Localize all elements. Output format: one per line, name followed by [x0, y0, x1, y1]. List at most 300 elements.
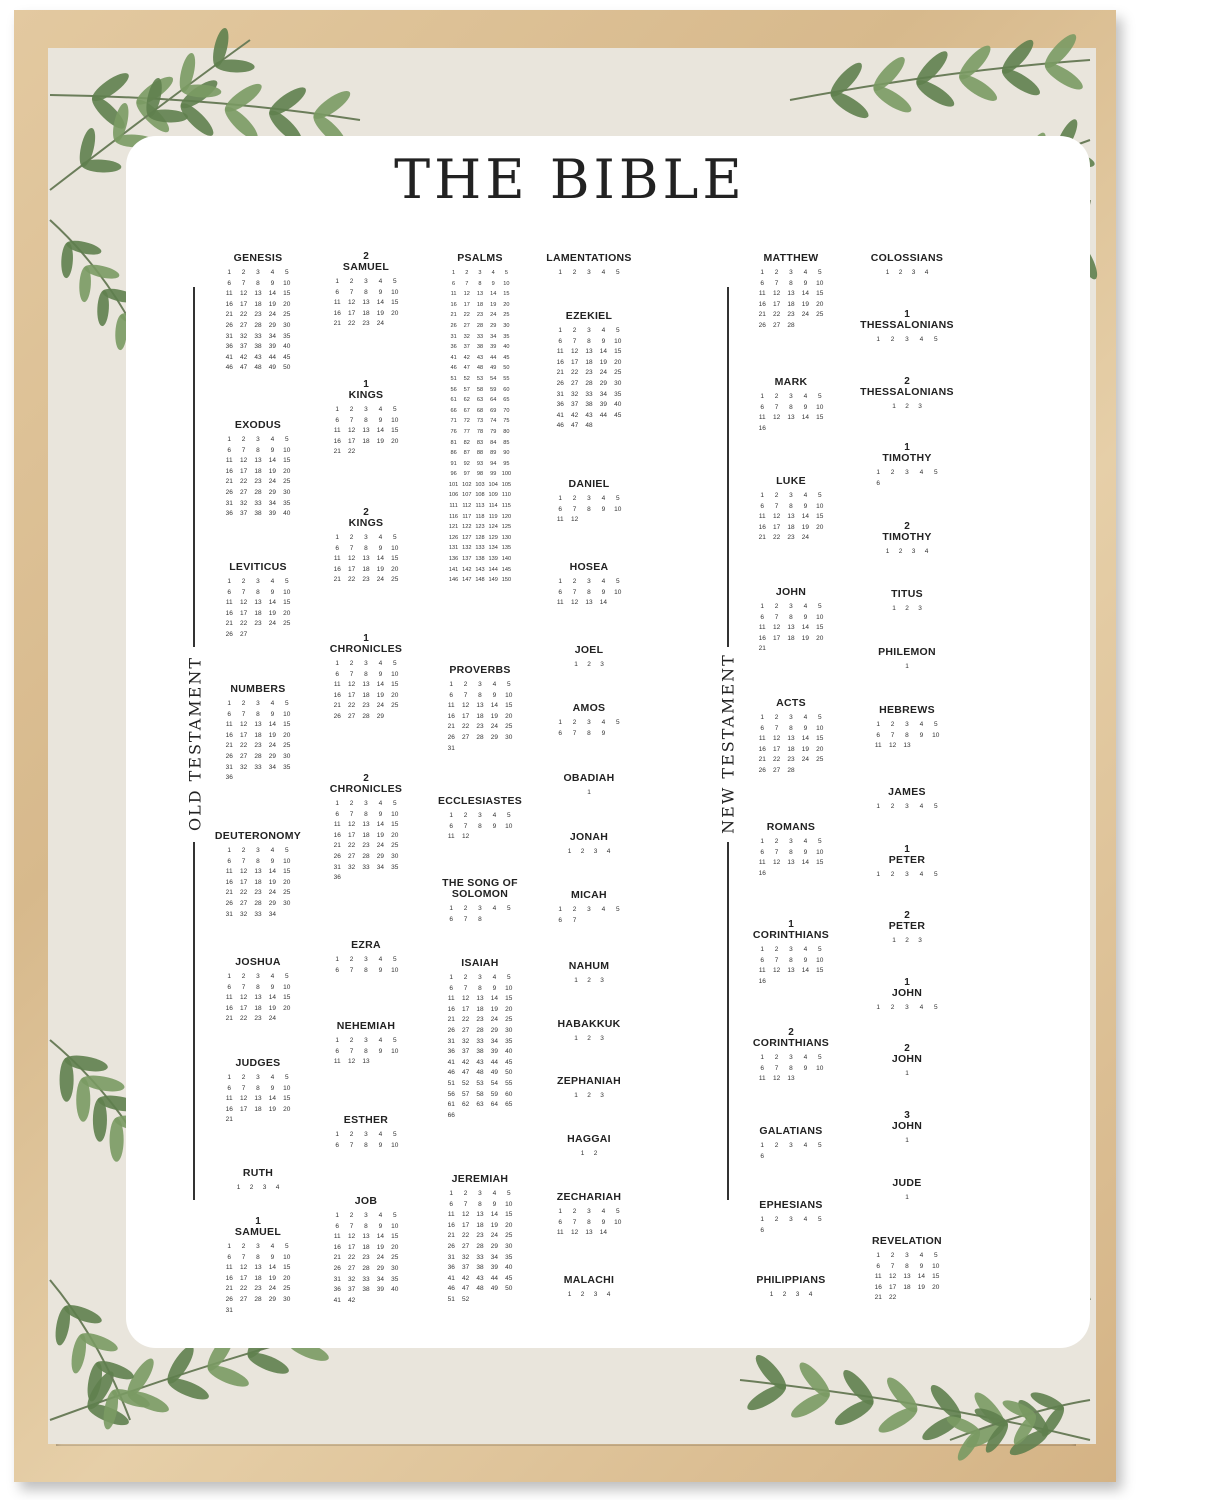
chapter-number: 1: [449, 905, 453, 912]
chapter-number: 3: [789, 492, 793, 499]
chapter-number: 9: [601, 505, 606, 513]
chapter-number: 8: [789, 613, 793, 621]
chapter-number: 2: [890, 871, 895, 878]
chapter-number: 31: [225, 332, 233, 340]
chapter-number: 118: [475, 513, 485, 520]
chapter-grid: [881, 548, 933, 556]
chapter-number: 42: [461, 1274, 470, 1282]
chapter-number: 17: [239, 467, 248, 475]
chapter-number: 3: [795, 1291, 800, 1298]
chapter-number: 1: [227, 269, 231, 276]
chapter-number: 36: [333, 874, 341, 882]
chapter-number: 8: [364, 810, 368, 818]
chapter-number: 32: [347, 1275, 356, 1283]
chapter-number: 17: [570, 358, 579, 366]
book-name: JOHN: [775, 586, 807, 598]
chapter-number: 1: [760, 714, 764, 721]
chapter-number: 24: [268, 1015, 276, 1023]
book-name: CHRONICLES: [329, 643, 403, 655]
chapter-grid: [330, 406, 402, 456]
chapter-number: 8: [789, 1064, 793, 1072]
chapter-number: 5: [284, 847, 289, 854]
chapter-number: 20: [816, 745, 824, 753]
chapter-number: 126: [448, 534, 459, 541]
chapter-number: 3: [364, 1212, 368, 1219]
chapter-number: 19: [268, 1004, 276, 1012]
chapter-number: 7: [349, 544, 354, 552]
chapter-number: 2: [349, 534, 354, 541]
chapter-number: 13: [362, 427, 370, 435]
chapter-number: 19: [599, 358, 607, 366]
chapter-number: 27: [347, 1264, 356, 1272]
book-name: GENESIS: [233, 252, 283, 264]
chapter-number: 18: [254, 878, 262, 886]
chapter-number: 24: [268, 1285, 276, 1293]
chapter-number: 12: [239, 290, 248, 298]
chapter-number: 11: [556, 1229, 564, 1237]
book-name: ZECHARIAH: [556, 1191, 622, 1203]
chapter-number: 30: [505, 1026, 513, 1034]
book-entry: [203, 253, 313, 372]
chapter-number: 17: [772, 634, 781, 642]
chapter-number: 18: [787, 300, 795, 308]
chapter-number: 24: [268, 889, 276, 897]
chapter-number: 41: [447, 1274, 455, 1282]
chapter-number: 3: [478, 812, 482, 819]
chapter-number: 5: [392, 278, 397, 285]
book-name: PROVERBS: [449, 664, 511, 676]
book-entry: [203, 1168, 313, 1192]
chapter-number: 6: [760, 848, 764, 856]
book-name: SAMUEL: [342, 261, 390, 273]
chapter-number: 9: [601, 729, 606, 737]
chapter-number: 15: [505, 1211, 513, 1219]
chapter-number: 10: [932, 731, 940, 739]
chapter-number: 20: [391, 437, 399, 445]
chapter-number: 8: [256, 588, 260, 596]
chapter-number: 34: [490, 333, 497, 340]
chapter-number: 5: [933, 469, 938, 476]
chapter-number: 8: [256, 1253, 260, 1261]
chapter-number: 29: [490, 1242, 498, 1250]
chapter-number: 12: [239, 1264, 248, 1272]
chapter-number: 8: [587, 588, 591, 596]
chapter-number: 2: [241, 1074, 246, 1081]
book-name: PSALMS: [457, 252, 503, 264]
chapter-number: 12: [239, 994, 248, 1002]
chapter-number: 12: [347, 427, 356, 435]
chapter-number: 106: [448, 492, 459, 499]
chapter-number: 7: [241, 446, 246, 454]
book-number: 2: [904, 376, 910, 387]
chapter-number: 63: [476, 397, 484, 404]
chapter-number: 28: [787, 321, 795, 329]
chapter-number: 5: [392, 1037, 397, 1044]
chapter-number: 37: [461, 1264, 470, 1272]
chapter-number: 18: [254, 609, 262, 617]
book-name: JOHN: [891, 987, 923, 999]
chapter-number: 35: [391, 863, 399, 871]
chapter-number: 10: [283, 279, 291, 287]
chapter-number: 8: [789, 502, 793, 510]
chapter-number: 20: [391, 1243, 399, 1251]
chapter-number: 9: [378, 670, 383, 678]
chapter-number: 28: [254, 899, 262, 907]
chapter-number: 12: [888, 1273, 897, 1281]
chapter-grid: [901, 1070, 914, 1078]
book-name: JOEL: [574, 644, 604, 656]
chapter-number: 1: [574, 977, 578, 984]
chapter-number: 22: [347, 702, 356, 710]
book-entry: [736, 1200, 846, 1235]
chapter-number: 47: [463, 365, 470, 372]
old-testament-line-top: [193, 287, 195, 647]
chapter-number: 10: [391, 1047, 399, 1055]
chapter-number: 1: [876, 336, 880, 343]
chapter-number: 3: [364, 278, 368, 285]
chapter-number: 2: [241, 269, 246, 276]
chapter-number: 22: [239, 889, 248, 897]
chapter-number: 1: [449, 812, 453, 819]
chapter-number: 2: [890, 1252, 895, 1259]
chapter-number: 17: [461, 712, 470, 720]
chapter-number: 7: [463, 1200, 468, 1208]
chapter-number: 16: [225, 1274, 233, 1282]
chapter-number: 22: [347, 448, 356, 456]
book-entry: [736, 822, 846, 878]
chapter-number: 26: [225, 1295, 233, 1303]
chapter-number: 12: [772, 735, 781, 743]
chapter-number: 36: [225, 510, 233, 518]
chapter-number: 34: [268, 763, 276, 771]
chapter-number: 4: [803, 1054, 808, 1061]
book-entry: [534, 562, 644, 607]
chapter-number: 15: [283, 1264, 291, 1272]
chapter-grid: [222, 578, 294, 639]
chapter-grid: [871, 1004, 943, 1012]
chapter-number: 3: [918, 403, 922, 410]
book-entry: [736, 920, 846, 986]
chapter-number: 4: [601, 578, 606, 585]
book-entry: [311, 634, 421, 721]
chapter-number: 3: [600, 1092, 604, 1099]
chapter-number: 3: [256, 973, 260, 980]
chapter-number: 1: [558, 495, 562, 502]
chapter-number: 16: [225, 1105, 233, 1113]
chapter-number: 6: [558, 729, 562, 737]
chapter-number: 1: [335, 534, 339, 541]
chapter-number: 45: [505, 1274, 513, 1282]
chapter-number: 23: [585, 369, 593, 377]
chapter-number: 10: [816, 279, 824, 287]
chapter-number: 13: [787, 967, 795, 975]
chapter-number: 12: [347, 1233, 356, 1241]
chapter-number: 83: [476, 439, 484, 446]
chapter-number: 30: [283, 1295, 291, 1303]
chapter-number: 27: [772, 766, 781, 774]
chapter-number: 2: [349, 406, 354, 413]
chapter-number: 3: [789, 269, 793, 276]
chapter-number: 14: [376, 821, 384, 829]
chapter-number: 3: [918, 605, 922, 612]
chapter-number: 37: [463, 344, 470, 351]
chapter-number: 13: [787, 414, 795, 422]
chapter-number: 19: [268, 1105, 276, 1113]
chapter-number: 21: [225, 889, 233, 897]
chapter-number: 31: [225, 910, 233, 918]
chapter-number: 12: [239, 868, 248, 876]
chapter-number: 3: [587, 327, 591, 334]
chapter-number: 12: [461, 995, 470, 1003]
chapter-number: 9: [270, 279, 275, 287]
chapter-number: 21: [333, 576, 341, 584]
chapter-number: 7: [774, 848, 779, 856]
chapter-number: 25: [816, 756, 824, 764]
chapter-number: 4: [492, 812, 497, 819]
chapter-number: 1: [227, 1074, 231, 1081]
chapter-number: 30: [503, 322, 510, 329]
chapter-number: 48: [476, 1069, 484, 1077]
chapter-number: 103: [475, 481, 485, 488]
chapter-number: 1: [760, 838, 764, 845]
chapter-number: 4: [803, 838, 808, 845]
chapter-number: 24: [376, 842, 384, 850]
chapter-number: 43: [254, 353, 262, 361]
chapter-number: 1: [876, 871, 880, 878]
chapter-number: 48: [476, 365, 484, 372]
chapter-number: 21: [225, 742, 233, 750]
chapter-number: 19: [268, 878, 276, 886]
chapter-grid: [444, 905, 516, 924]
chapter-number: 4: [803, 946, 808, 953]
chapter-number: 50: [503, 365, 510, 372]
chapter-number: 8: [478, 691, 482, 699]
chapter-number: 5: [506, 1190, 511, 1197]
chapter-number: 117: [462, 513, 472, 520]
chapter-number: 3: [256, 1074, 260, 1081]
chapter-number: 17: [347, 565, 356, 573]
chapter-number: 6: [760, 1152, 764, 1160]
chapter-number: 4: [270, 1243, 275, 1250]
chapter-number: 22: [347, 320, 356, 328]
chapter-number: 12: [461, 702, 470, 710]
chapter-number: 19: [376, 1243, 384, 1251]
chapter-number: 102: [462, 481, 472, 488]
chapter-number: 49: [490, 1069, 498, 1077]
chapter-number: 32: [347, 863, 356, 871]
chapter-grid: [444, 1190, 516, 1304]
chapter-number: 11: [447, 833, 455, 841]
chapter-number: 21: [225, 311, 233, 319]
chapter-number: 24: [599, 369, 607, 377]
chapter-number: 18: [787, 634, 795, 642]
book-name: CORINTHIANS: [752, 929, 830, 941]
chapter-number: 6: [558, 1218, 562, 1226]
chapter-number: 7: [241, 710, 246, 718]
book-entry: [534, 1019, 644, 1043]
chapter-number: 15: [391, 555, 399, 563]
chapter-number: 9: [492, 822, 497, 830]
book-name: KINGS: [348, 517, 384, 529]
chapter-number: 16: [447, 1221, 455, 1229]
chapter-number: 1: [335, 800, 339, 807]
chapter-number: 58: [476, 1090, 484, 1098]
chapter-number: 11: [333, 1233, 341, 1241]
chapter-number: 29: [268, 899, 276, 907]
chapter-number: 16: [758, 977, 766, 985]
chapter-number: 2: [241, 578, 246, 585]
chapter-number: 1: [449, 681, 453, 688]
chapter-number: 8: [478, 984, 482, 992]
chapter-number: 5: [933, 871, 938, 878]
chapter-number: 11: [758, 290, 766, 298]
chapter-number: 87: [463, 450, 470, 457]
chapter-number: 4: [378, 534, 383, 541]
chapter-number: 7: [774, 1064, 779, 1072]
book-name: RUTH: [242, 1167, 274, 1179]
chapter-number: 7: [349, 670, 354, 678]
chapter-number: 76: [450, 428, 457, 435]
chapter-number: 6: [335, 544, 339, 552]
chapter-number: 6: [558, 588, 562, 596]
chapter-number: 7: [465, 280, 469, 287]
chapter-number: 149: [488, 577, 498, 584]
chapter-number: 14: [801, 967, 809, 975]
chapter-number: 13: [903, 742, 911, 750]
chapter-number: 24: [268, 311, 276, 319]
chapter-number: 10: [391, 810, 399, 818]
chapter-number: 18: [254, 300, 262, 308]
chapter-number: 1: [335, 278, 339, 285]
chapter-number: 60: [503, 386, 510, 393]
chapter-grid: [755, 946, 827, 986]
chapter-grid: [755, 269, 827, 330]
chapter-number: 49: [490, 1285, 498, 1293]
chapter-number: 16: [758, 424, 766, 432]
chapter-number: 62: [461, 1101, 470, 1109]
chapter-number: 107: [462, 492, 472, 499]
chapter-number: 12: [347, 821, 356, 829]
chapter-number: 4: [606, 1291, 611, 1298]
chapter-number: 19: [490, 1005, 498, 1013]
chapter-number: 18: [476, 1005, 484, 1013]
book-name: HAGGAI: [567, 1133, 611, 1145]
chapter-number: 18: [362, 437, 370, 445]
chapter-number: 56: [447, 1090, 455, 1098]
chapter-number: 14: [801, 290, 809, 298]
chapter-number: 1: [567, 848, 572, 855]
chapter-number: 59: [490, 386, 497, 393]
chapter-number: 3: [789, 714, 793, 721]
chapter-number: 1: [760, 269, 764, 276]
chapter-number: 8: [789, 279, 793, 287]
chapter-number: 42: [461, 1058, 470, 1066]
chapter-number: 82: [463, 439, 470, 446]
chapter-number: 7: [774, 613, 779, 621]
chapter-number: 5: [392, 406, 397, 413]
chapter-number: 15: [391, 299, 399, 307]
chapter-number: 20: [283, 1274, 291, 1282]
chapter-number: 7: [774, 724, 779, 732]
chapter-number: 48: [476, 1285, 484, 1293]
chapter-number: 5: [933, 721, 938, 728]
book-name: HABAKKUK: [557, 1018, 621, 1030]
chapter-number: 1: [227, 847, 231, 854]
chapter-number: 15: [391, 821, 399, 829]
chapter-number: 8: [364, 966, 368, 974]
chapter-number: 4: [601, 719, 606, 726]
chapter-number: 21: [447, 1016, 455, 1024]
chapter-number: 36: [556, 401, 564, 409]
chapter-number: 10: [932, 1262, 940, 1270]
chapter-number: 8: [364, 544, 368, 552]
chapter-number: 19: [801, 300, 809, 308]
chapter-number: 39: [490, 1264, 498, 1272]
chapter-number: 21: [333, 320, 341, 328]
chapter-number: 16: [225, 467, 233, 475]
chapter-number: 3: [593, 1291, 598, 1298]
chapter-number: 23: [254, 742, 262, 750]
chapter-number: 5: [817, 1054, 822, 1061]
book-name: ACTS: [776, 697, 806, 709]
chapter-number: 16: [758, 745, 766, 753]
book-name: CORINTHIANS: [752, 1037, 830, 1049]
chapter-number: 2: [774, 603, 779, 610]
chapter-number: 1: [449, 1190, 453, 1197]
book-entry: [534, 1134, 644, 1158]
book-entry: [425, 253, 535, 584]
chapter-number: 8: [789, 724, 793, 732]
chapter-number: 3: [587, 1208, 591, 1215]
chapter-number: 3: [587, 906, 591, 913]
chapter-number: 6: [449, 1200, 453, 1208]
book-number: 2: [363, 251, 369, 262]
chapter-number: 20: [283, 467, 291, 475]
chapter-number: 22: [461, 723, 470, 731]
chapter-number: 73: [476, 418, 484, 425]
book-entry: [852, 522, 962, 556]
chapter-number: 63: [476, 1101, 484, 1109]
chapter-number: 42: [347, 1296, 356, 1304]
chapter-number: 14: [376, 681, 384, 689]
chapter-number: 22: [239, 742, 248, 750]
chapter-number: 6: [335, 966, 339, 974]
chapter-number: 40: [391, 1286, 399, 1294]
chapter-number: 30: [283, 321, 291, 329]
chapter-number: 23: [787, 756, 795, 764]
chapter-number: 7: [241, 1253, 246, 1261]
chapter-number: 12: [570, 599, 579, 607]
chapter-number: 1: [580, 1150, 585, 1157]
chapter-number: 10: [391, 1141, 399, 1149]
chapter-number: 44: [599, 411, 607, 419]
book-entry: [311, 1196, 421, 1305]
chapter-number: 32: [570, 390, 579, 398]
chapter-number: 95: [503, 460, 510, 467]
chapter-grid: [755, 1216, 827, 1235]
chapter-number: 37: [461, 1048, 470, 1056]
chapter-number: 86: [450, 450, 457, 457]
chapter-number: 14: [917, 1273, 925, 1281]
chapter-number: 44: [490, 354, 497, 361]
chapter-number: 1: [760, 1054, 764, 1061]
chapter-number: 47: [461, 1285, 470, 1293]
chapter-number: 9: [803, 403, 808, 411]
book-name: OBADIAH: [563, 772, 615, 784]
chapter-number: 16: [333, 309, 341, 317]
chapter-number: 14: [376, 555, 384, 563]
chapter-number: 39: [268, 343, 276, 351]
